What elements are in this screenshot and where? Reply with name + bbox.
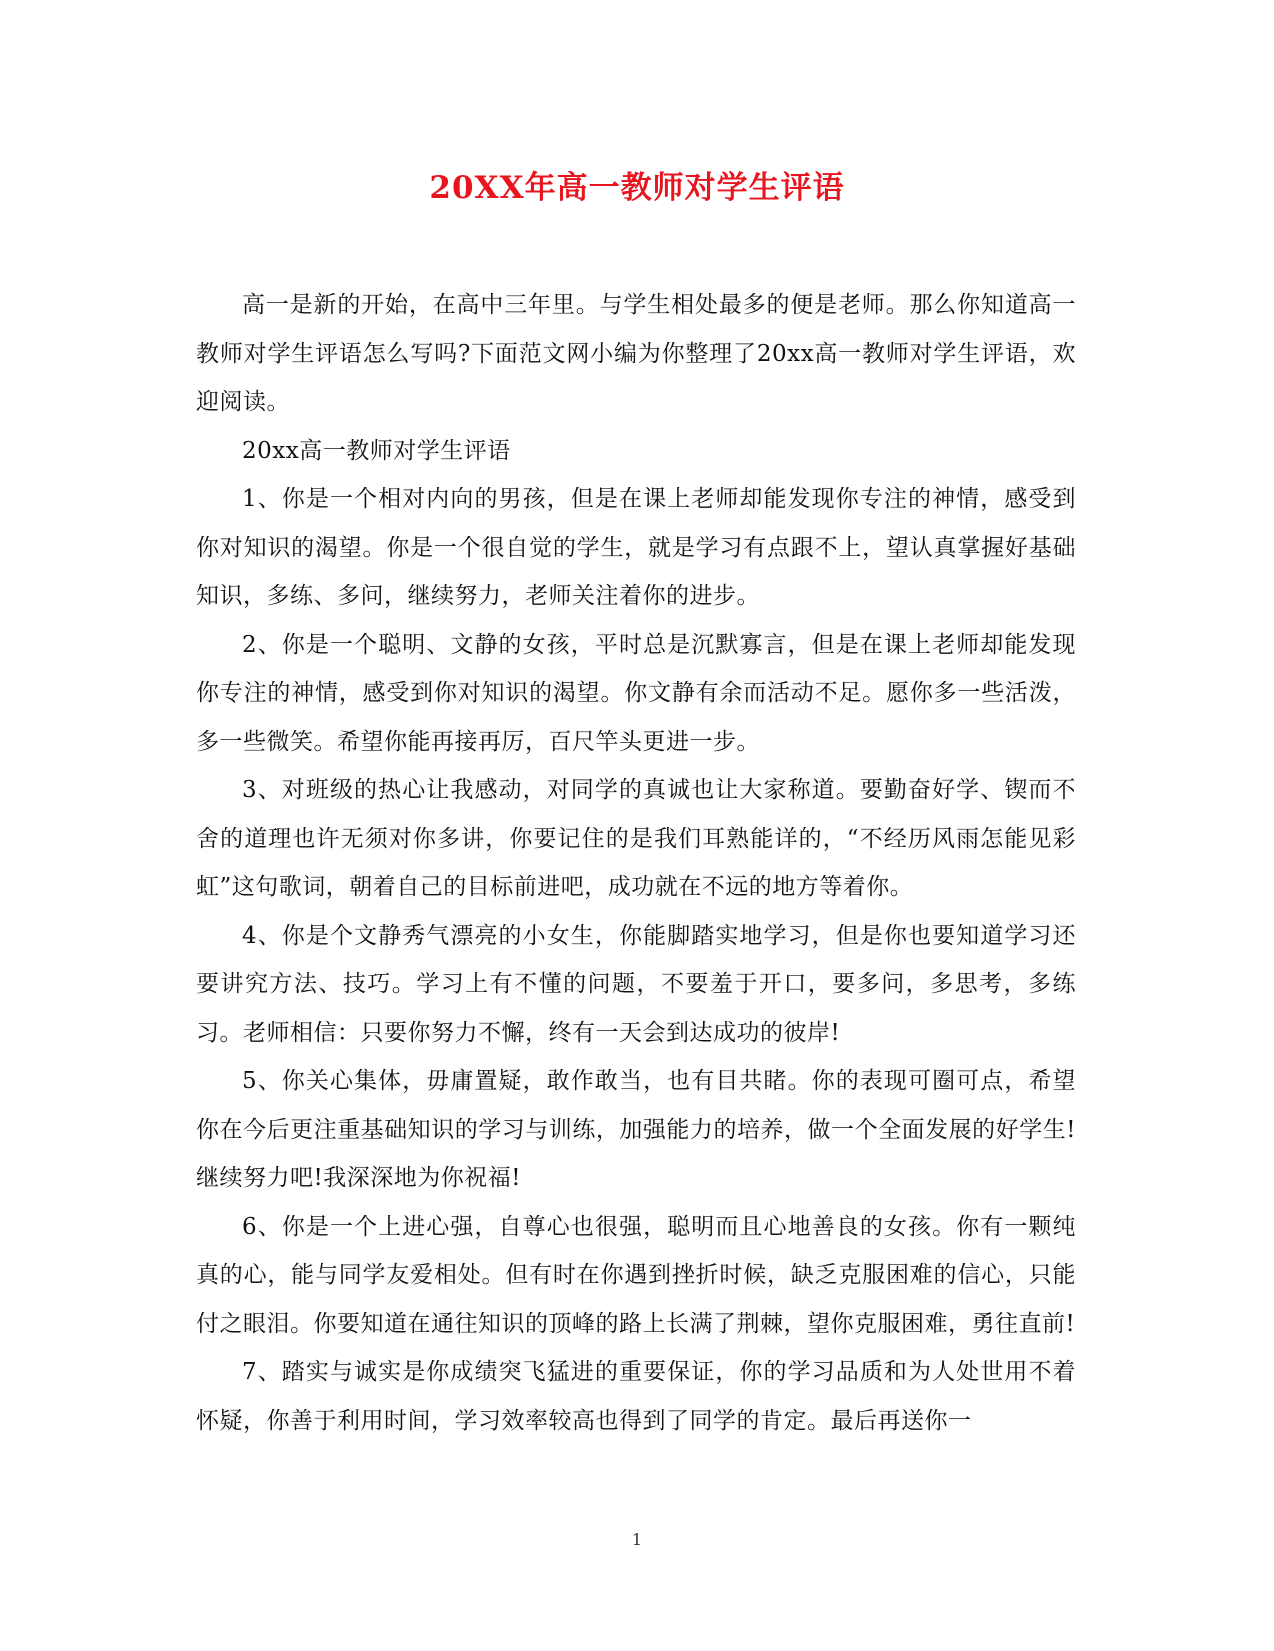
paragraph-comment-5: 5、你关心集体，毋庸置疑，敢作敢当，也有目共睹。你的表现可圈可点，希望你在今后更注重基础知识的学习与训练，加强能力的培养，做一个全面发展的好学生!继续努力吧!我深深地为你祝福! [196,1068,1076,1191]
paragraph-comment-7: 7、踏实与诚实是你成绩突飞猛进的重要保证，你的学习品质和为人处世用不着怀疑，你善于利用时间，学习效率较高也得到了同学的肯定。最后再送你一 [196,1359,1076,1434]
paragraph-comment-3: 3、对班级的热心让我感动，对同学的真诚也让大家称道。要勤奋好学、锲而不舍的道理也许无须对你多讲，你要记住的是我们耳熟能详的，“不经历风雨怎能见彩虹”这句歌词，朝着自己的目标前进吧，成功就在不远的地方等着你。 [196,777,1076,900]
paragraph-intro: 高一是新的开始，在高中三年里。与学生相处最多的便是老师。那么你知道高一教师对学生评语怎么写吗?下面范文网小编为你整理了20xx高一教师对学生评语，欢迎阅读。 [196,292,1076,415]
paragraph-comment-4: 4、你是个文静秀气漂亮的小女生，你能脚踏实地学习，但是你也要知道学习还要讲究方法、技巧。学习上有不懂的问题，不要羞于开口，要多问，多思考，多练习。老师相信：只要你努力不懈，终有一天会到达成功的彼岸! [196,922,1076,1046]
paragraph-subheading: 20xx高一教师对学生评语 [242,437,511,464]
paragraph-comment-1: 1、你是一个相对内向的男孩，但是在课上老师却能发现你专注的神情，感受到你对知识的渴望。你是一个很自觉的学生，就是学习有点跟不上，望认真掌握好基础知识，多练、多问，继续努力，老师关注着你的进步。 [196,486,1076,609]
paragraph-comment-6: 6、你是一个上进心强，自尊心也很强，聪明而且心地善良的女孩。你有一颗纯真的心，能与同学友爱相处。但有时在你遇到挫折时候，缺乏克服困难的信心，只能付之眼泪。你要知道在通往知识的顶峰的路上长满了荆棘，望你克服困难，勇往直前! [196,1213,1076,1337]
document-body [196,281,1076,1445]
paragraph-comment-2: 2、你是一个聪明、文静的女孩，平时总是沉默寡言，但是在课上老师却能发现你专注的神情，感受到你对知识的渴望。你文静有余而活动不足。愿你多一些活泼，多一些微笑。希望你能再接再厉，百尺竿头更进一步。 [196,631,1076,755]
document-title: 20XX年高一教师对学生评语 [429,170,845,206]
page-number: 1 [631,1530,643,1549]
